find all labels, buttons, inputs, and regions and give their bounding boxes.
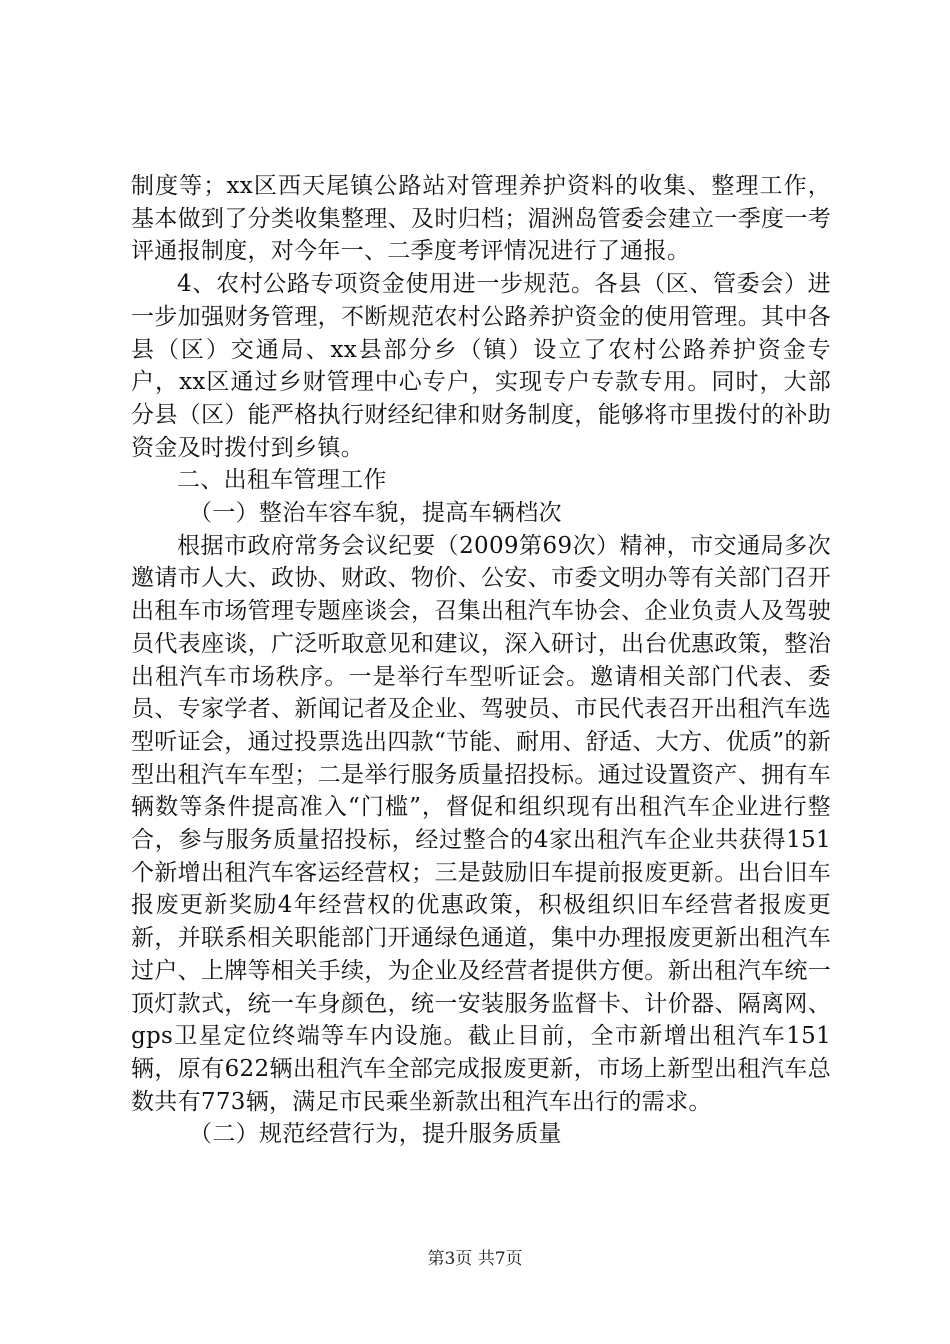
paragraph-continuation: 制度等；xx区西天尾镇公路站对管理养护资料的收集、整理工作，基本做到了分类收集整理、及时归档；湄洲岛管委会建立一季度一考评通报制度，对今年一、二季度考评情况进行了通报。 xyxy=(131,173,831,265)
section-heading-taxi-management: 二、出租车管理工作 xyxy=(177,467,387,494)
paragraph-taxi-renewal: 根据市政府常务会议纪要（2009第69次）精神，市交通局多次邀请市人大、政协、财政、物价、公安、市委文明办等有关部门召开出租车市场管理专题座谈会，召集出租汽车协会、企业负责人及驾驶员代表座谈，广泛听取意见和建议，深入研讨，出台优惠政策，整治出租汽车市场秩序。一是举行车型听证会。邀请相关部门代表、委员、专家学者、新闻记者及企业、驾驶员、市民代表召开出租汽车选型听证会，通过投票选出四款“节能、耐用、舒适、大方、优质”的新型出租汽车车型；二是举行服务质量招投标。通过设置资产、拥有车辆数等条件提高准入“门槛”，督促和组织现有出租汽车企业进行整合，参与服务质量招投标，经过整合的4家出租汽车企业共获得151个新增出租汽车客运经营权；三是鼓励旧车提前报废更新。出台旧车报废更新奖励4年经营权的优惠政策，积极组织旧车经营者报废更新，并联系相关职能部门开通绿色通道，集中办理报废更新出租汽车过户、上牌等相关手续，为企业及经营者提供方便。新出租汽车统一顶灯款式，统一车身颜色，统一安装服务监督卡、计价器、隔离网、gps卫星定位终端等车内设施。截止目前，全市新增出租汽车151辆，原有622辆出租汽车全部完成报废更新，市场上新型出租汽车总数共有773辆，满足市民乘坐新款出租汽车出行的需求。 xyxy=(131,532,831,1115)
paragraph-rural-road-funds: 4、农村公路专项资金使用进一步规范。各县（区、管委会）进一步加强财务管理，不断规范农村公路养护资金的使用管理。其中各县（区）交通局、xx县部分乡（镇）设立了农村公路养护资金专户，xx区通过乡财管理中心专户，实现专户专款专用。同时，大部分县（区）能严格执行财经纪律和财务制度，能够将市里拨付的补助资金及时拨付到乡镇。 xyxy=(131,271,831,461)
subheading-vehicle-appearance: （一）整治车容车貌，提高车辆档次 xyxy=(189,500,562,527)
document-body xyxy=(131,170,831,1151)
page-footer: 第3页 共7页 xyxy=(427,1249,523,1269)
subheading-service-quality: （二）规范经营行为，提升服务质量 xyxy=(189,1121,562,1148)
